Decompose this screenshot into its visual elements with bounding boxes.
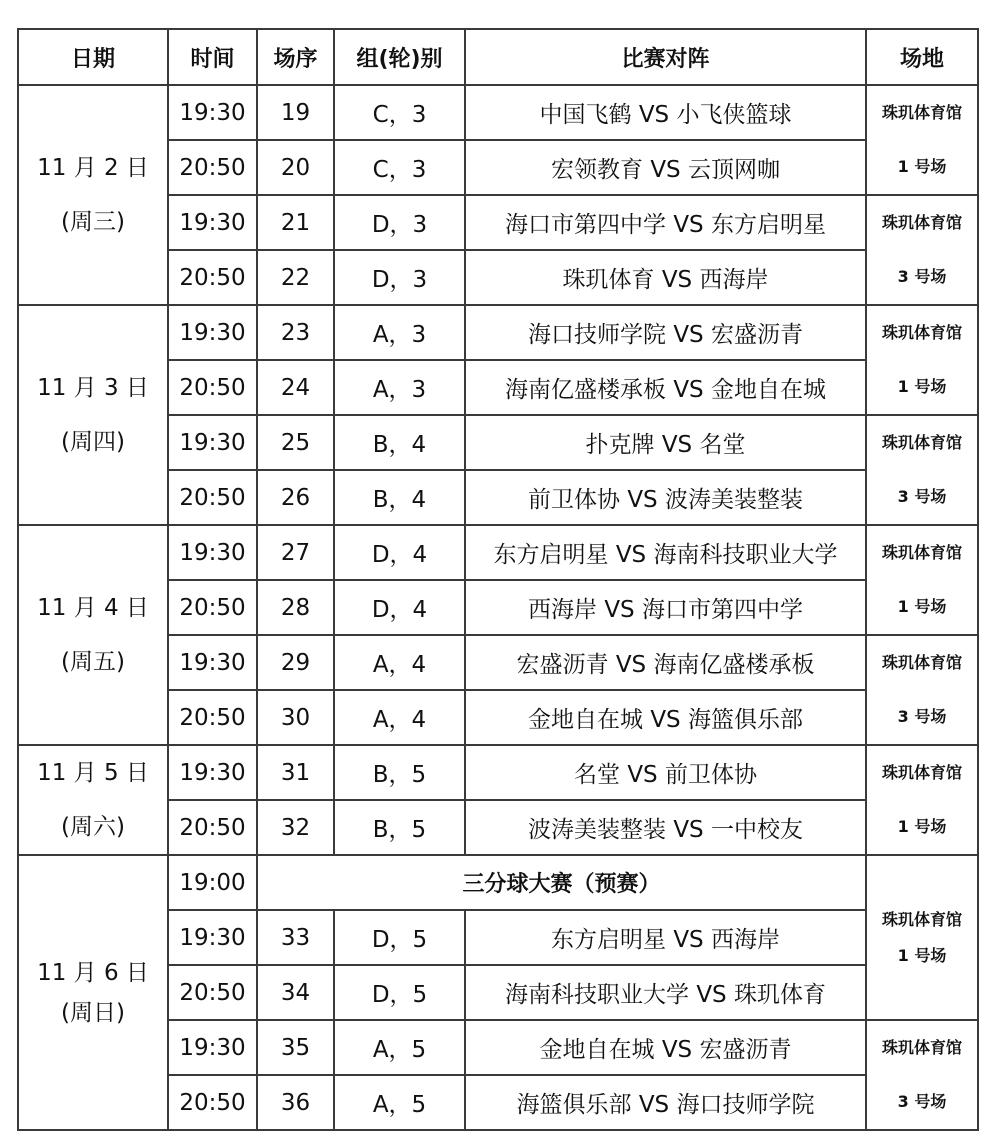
- header-match-number: 场序: [257, 29, 334, 85]
- table-row: [18, 85, 978, 140]
- matchup-cell: 中国飞鹤 VS 小飞侠篮球: [465, 85, 866, 140]
- weekday-text: (周三): [61, 209, 125, 235]
- match-number-cell: 21: [257, 195, 334, 250]
- match-number-cell: 35: [257, 1020, 334, 1075]
- weekday-text: (周日): [61, 999, 125, 1026]
- time-cell: 19:30: [168, 635, 257, 690]
- group-cell: A，3: [334, 360, 465, 415]
- group-cell: A，5: [334, 1075, 465, 1130]
- group-cell: A，4: [334, 635, 465, 690]
- time-cell: 19:30: [168, 85, 257, 140]
- venue-name: 珠玑体育馆: [881, 323, 962, 342]
- table-row: [18, 305, 978, 360]
- date-cell: [18, 85, 168, 305]
- time-cell: 19:00: [168, 855, 257, 910]
- matchup-cell: 海口市第四中学 VS 东方启明星: [465, 195, 866, 250]
- matchup-cell: 前卫体协 VS 波涛美装整装: [465, 470, 866, 525]
- venue-cell: [866, 415, 978, 525]
- venue-cell: [866, 1020, 978, 1130]
- header-group-round: 组(轮)别: [334, 29, 465, 85]
- venue-cell: [866, 855, 978, 1020]
- time-cell: 19:30: [168, 305, 257, 360]
- venue-cell: [866, 525, 978, 635]
- group-cell: A，4: [334, 690, 465, 745]
- venue-cell: [866, 635, 978, 745]
- schedule-table: [17, 28, 979, 1131]
- match-number-cell: 29: [257, 635, 334, 690]
- group-cell: A，5: [334, 1020, 465, 1075]
- date-cell: [18, 855, 168, 1130]
- group-cell: D，3: [334, 195, 465, 250]
- group-cell: B，5: [334, 745, 465, 800]
- table-row: [18, 855, 978, 910]
- time-cell: 20:50: [168, 360, 257, 415]
- time-cell: 20:50: [168, 140, 257, 195]
- time-cell: 19:30: [168, 910, 257, 965]
- time-cell: 19:30: [168, 525, 257, 580]
- venue-court: 3 号场: [897, 267, 947, 286]
- group-cell: D，4: [334, 580, 465, 635]
- match-number-cell: 28: [257, 580, 334, 635]
- matchup-cell: 海口技师学院 VS 宏盛沥青: [465, 305, 866, 360]
- venue-cell: [866, 195, 978, 305]
- matchup-cell: 金地自在城 VS 宏盛沥青: [465, 1020, 866, 1075]
- weekday-text: (周六): [61, 814, 125, 840]
- time-cell: 20:50: [168, 965, 257, 1020]
- matchup-cell: 海南亿盛楼承板 VS 金地自在城: [465, 360, 866, 415]
- venue-court: 1 号场: [897, 377, 947, 396]
- date-cell: [18, 525, 168, 745]
- table-row: [18, 745, 978, 800]
- time-cell: 20:50: [168, 580, 257, 635]
- venue-court: 1 号场: [897, 945, 947, 965]
- time-cell: 19:30: [168, 195, 257, 250]
- matchup-cell: 西海岸 VS 海口市第四中学: [465, 580, 866, 635]
- venue-cell: [866, 85, 978, 195]
- venue-name: 珠玑体育馆: [881, 909, 962, 929]
- venue-name: 珠玑体育馆: [881, 103, 962, 122]
- match-number-cell: 26: [257, 470, 334, 525]
- match-number-cell: 23: [257, 305, 334, 360]
- match-number-cell: 19: [257, 85, 334, 140]
- match-number-cell: 32: [257, 800, 334, 855]
- venue-name: 珠玑体育馆: [881, 543, 962, 562]
- time-cell: 20:50: [168, 470, 257, 525]
- venue-cell: [866, 305, 978, 415]
- matchup-cell: 珠玑体育 VS 西海岸: [465, 250, 866, 305]
- header-matchup: 比赛对阵: [465, 29, 866, 85]
- match-number-cell: 34: [257, 965, 334, 1020]
- match-number-cell: 33: [257, 910, 334, 965]
- match-number-cell: 30: [257, 690, 334, 745]
- matchup-cell: 海篮俱乐部 VS 海口技师学院: [465, 1075, 866, 1130]
- table-row: [18, 525, 978, 580]
- match-number-cell: 22: [257, 250, 334, 305]
- match-number-cell: 24: [257, 360, 334, 415]
- time-cell: 20:50: [168, 1075, 257, 1130]
- venue-court: 1 号场: [897, 817, 947, 836]
- group-cell: C，3: [334, 85, 465, 140]
- time-cell: 20:50: [168, 250, 257, 305]
- time-cell: 20:50: [168, 800, 257, 855]
- date-text: 11 月 5 日: [37, 760, 149, 786]
- group-cell: D，5: [334, 910, 465, 965]
- date-text: 11 月 3 日: [37, 375, 149, 401]
- matchup-cell: 海南科技职业大学 VS 珠玑体育: [465, 965, 866, 1020]
- special-event-cell: 三分球大赛（预赛）: [257, 855, 866, 910]
- matchup-cell: 名堂 VS 前卫体协: [465, 745, 866, 800]
- match-number-cell: 27: [257, 525, 334, 580]
- venue-court: 1 号场: [897, 157, 947, 176]
- match-number-cell: 25: [257, 415, 334, 470]
- date-text: 11 月 6 日: [37, 959, 149, 986]
- match-number-cell: 36: [257, 1075, 334, 1130]
- weekday-text: (周四): [61, 429, 125, 455]
- time-cell: 19:30: [168, 745, 257, 800]
- venue-name: 珠玑体育馆: [881, 433, 962, 452]
- group-cell: D，4: [334, 525, 465, 580]
- weekday-text: (周五): [61, 649, 125, 675]
- time-cell: 19:30: [168, 1020, 257, 1075]
- group-cell: C，3: [334, 140, 465, 195]
- group-cell: B，4: [334, 470, 465, 525]
- match-number-cell: 20: [257, 140, 334, 195]
- matchup-cell: 东方启明星 VS 海南科技职业大学: [465, 525, 866, 580]
- venue-name: 珠玑体育馆: [881, 653, 962, 672]
- group-cell: B，4: [334, 415, 465, 470]
- group-cell: D，5: [334, 965, 465, 1020]
- group-cell: B，5: [334, 800, 465, 855]
- time-cell: 19:30: [168, 415, 257, 470]
- date-cell: [18, 305, 168, 525]
- venue-name: 珠玑体育馆: [881, 763, 962, 782]
- date-cell: [18, 745, 168, 855]
- header-row: [18, 29, 978, 85]
- venue-court: 3 号场: [897, 1092, 947, 1111]
- date-text: 11 月 4 日: [37, 595, 149, 621]
- venue-court: 3 号场: [897, 487, 947, 506]
- matchup-cell: 东方启明星 VS 西海岸: [465, 910, 866, 965]
- venue-name: 珠玑体育馆: [881, 213, 962, 232]
- matchup-cell: 扑克牌 VS 名堂: [465, 415, 866, 470]
- matchup-cell: 金地自在城 VS 海篮俱乐部: [465, 690, 866, 745]
- time-cell: 20:50: [168, 690, 257, 745]
- date-text: 11 月 2 日: [37, 155, 149, 181]
- group-cell: A，3: [334, 305, 465, 360]
- header-time: 时间: [168, 29, 257, 85]
- matchup-cell: 宏领教育 VS 云顶网咖: [465, 140, 866, 195]
- group-cell: D，3: [334, 250, 465, 305]
- header-venue: 场地: [866, 29, 978, 85]
- venue-court: 3 号场: [897, 707, 947, 726]
- header-date: 日期: [18, 29, 168, 85]
- matchup-cell: 宏盛沥青 VS 海南亿盛楼承板: [465, 635, 866, 690]
- venue-name: 珠玑体育馆: [881, 1038, 962, 1057]
- match-number-cell: 31: [257, 745, 334, 800]
- venue-court: 1 号场: [897, 597, 947, 616]
- matchup-cell: 波涛美装整装 VS 一中校友: [465, 800, 866, 855]
- venue-cell: [866, 745, 978, 855]
